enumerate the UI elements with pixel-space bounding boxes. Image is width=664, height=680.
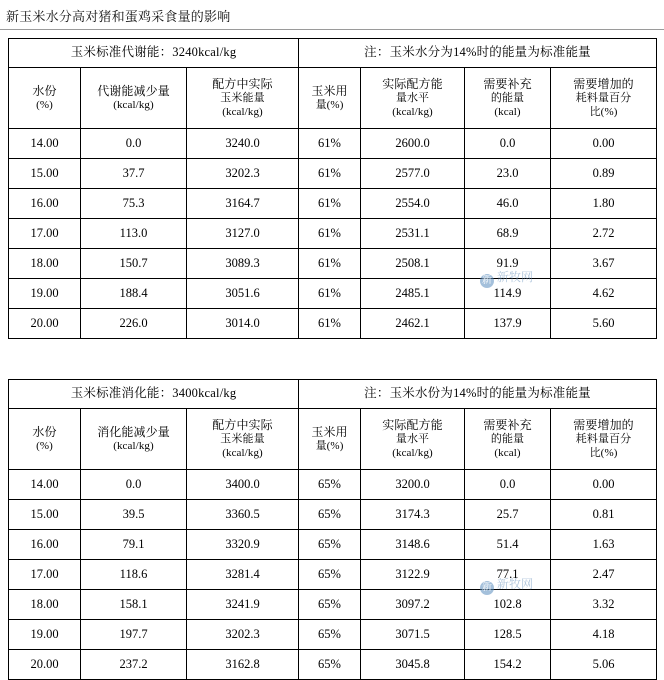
cell: 15.00 — [9, 159, 81, 189]
header-sub2: 比(%) — [589, 105, 618, 118]
cell: 23.0 — [465, 159, 551, 189]
cell: 3240.0 — [187, 129, 299, 159]
cell: 65% — [299, 500, 361, 530]
table-spacer — [0, 339, 664, 379]
header-sub2: (kcal/kg) — [222, 105, 263, 118]
header-sub: (%) — [36, 98, 53, 111]
cell: 188.4 — [81, 279, 187, 309]
header-sub: (kcal/kg) — [113, 98, 154, 111]
cell: 2531.1 — [361, 219, 465, 249]
cell: 137.9 — [465, 309, 551, 339]
cell: 3051.6 — [187, 279, 299, 309]
cell: 3127.0 — [187, 219, 299, 249]
header-sub: 耗料量百分 — [575, 432, 632, 445]
cell: 61% — [299, 159, 361, 189]
table-2-col-header — [187, 409, 299, 470]
cell: 0.81 — [551, 500, 657, 530]
header-main: 配方中实际 — [212, 76, 273, 91]
header-sub: 玉米能量 — [220, 91, 265, 104]
cell: 3164.7 — [187, 189, 299, 219]
table-2-header-row — [9, 409, 657, 470]
table-row — [9, 249, 657, 279]
cell: 0.0 — [465, 470, 551, 500]
cell: 2508.1 — [361, 249, 465, 279]
header-main: 水份 — [32, 424, 57, 439]
cell: 79.1 — [81, 530, 187, 560]
cell: 5.60 — [551, 309, 657, 339]
cell: 61% — [299, 219, 361, 249]
table-2-col-header — [299, 409, 361, 470]
cell: 39.5 — [81, 500, 187, 530]
cell: 2.72 — [551, 219, 657, 249]
cell: 68.9 — [465, 219, 551, 249]
cell: 5.06 — [551, 650, 657, 680]
table-1-wrapper — [0, 38, 664, 339]
cell: 16.00 — [9, 530, 81, 560]
cell: 3241.9 — [187, 590, 299, 620]
table-2-band-right: 注：玉米水份为14%时的能量为标准能量 — [299, 380, 657, 409]
cell: 102.8 — [465, 590, 551, 620]
cell: 237.2 — [81, 650, 187, 680]
cell: 3089.3 — [187, 249, 299, 279]
cell: 2.47 — [551, 560, 657, 590]
watermark-text: 新牧网 — [497, 270, 534, 284]
cell: 0.00 — [551, 470, 657, 500]
cell: 3400.0 — [187, 470, 299, 500]
cell: 197.7 — [81, 620, 187, 650]
table-1-col-header — [299, 68, 361, 129]
cell: 3360.5 — [187, 500, 299, 530]
cell: 61% — [299, 249, 361, 279]
cell: 65% — [299, 650, 361, 680]
header-main: 水份 — [32, 83, 57, 98]
header-main: 实际配方能 — [382, 417, 443, 432]
cell: 75.3 — [81, 189, 187, 219]
header-main: 代谢能减少量 — [97, 83, 170, 98]
cell: 158.1 — [81, 590, 187, 620]
cell: 20.00 — [9, 650, 81, 680]
cell: 14.00 — [9, 129, 81, 159]
header-main: 实际配方能 — [382, 76, 443, 91]
cell: 61% — [299, 129, 361, 159]
watermark-text: 新牧网 — [497, 577, 534, 591]
cell: 0.0 — [81, 470, 187, 500]
table-1-col-header — [187, 68, 299, 129]
cell: 20.00 — [9, 309, 81, 339]
header-main: 需要补充 — [483, 76, 532, 91]
header-main: 需要增加的 — [573, 76, 634, 91]
table-row — [9, 470, 657, 500]
cell: 128.5 — [465, 620, 551, 650]
cell: 3320.9 — [187, 530, 299, 560]
cell: 37.7 — [81, 159, 187, 189]
cell: 17.00 — [9, 219, 81, 249]
table-1-band-right: 注：玉米水分为14%时的能量为标准能量 — [299, 39, 657, 68]
cell: 19.00 — [9, 279, 81, 309]
header-main: 需要增加的 — [573, 417, 634, 432]
cell: 4.18 — [551, 620, 657, 650]
cell: 0.0 — [81, 129, 187, 159]
header-sub2: (kcal/kg) — [392, 446, 433, 459]
cell: 113.0 — [81, 219, 187, 249]
table-2-col-header — [361, 409, 465, 470]
cell: 154.2 — [465, 650, 551, 680]
header-main: 配方中实际 — [212, 417, 273, 432]
table-1-col-header — [551, 68, 657, 129]
table-row — [9, 189, 657, 219]
table-2-wrapper — [0, 379, 664, 680]
table-row — [9, 530, 657, 560]
cell: 77.1 — [465, 560, 551, 590]
table-row — [9, 650, 657, 680]
cell: 2554.0 — [361, 189, 465, 219]
cell: 3281.4 — [187, 560, 299, 590]
header-sub: 玉米能量 — [220, 432, 265, 445]
cell: 19.00 — [9, 620, 81, 650]
cell: 226.0 — [81, 309, 187, 339]
watermark-logo-icon: 新 — [482, 582, 492, 593]
header-sub: 耗料量百分 — [575, 91, 632, 104]
header-sub2: (kcal) — [494, 105, 521, 118]
cell: 51.4 — [465, 530, 551, 560]
header-sub2: (kcal) — [494, 446, 521, 459]
cell: 0.89 — [551, 159, 657, 189]
table-row — [9, 590, 657, 620]
cell: 15.00 — [9, 500, 81, 530]
table-1-header-row — [9, 68, 657, 129]
cell: 65% — [299, 470, 361, 500]
header-main: 玉米用 — [311, 83, 348, 98]
header-main: 消化能减少量 — [97, 424, 170, 439]
cell: 46.0 — [465, 189, 551, 219]
cell: 14.00 — [9, 470, 81, 500]
digestible-energy-table — [8, 379, 657, 680]
cell: 25.7 — [465, 500, 551, 530]
cell: 3014.0 — [187, 309, 299, 339]
cell: 3.67 — [551, 249, 657, 279]
cell: 61% — [299, 279, 361, 309]
cell: 18.00 — [9, 590, 81, 620]
cell: 65% — [299, 530, 361, 560]
cell: 65% — [299, 590, 361, 620]
cell: 3202.3 — [187, 159, 299, 189]
header-sub2: (kcal/kg) — [222, 446, 263, 459]
cell: 17.00 — [9, 560, 81, 590]
table-1-band-row — [9, 39, 657, 68]
cell: 61% — [299, 309, 361, 339]
cell: 114.9 — [465, 279, 551, 309]
table-row — [9, 279, 657, 309]
table-row — [9, 219, 657, 249]
table-1-col-header — [465, 68, 551, 129]
header-main: 需要补充 — [483, 417, 532, 432]
header-sub: 量(%) — [315, 98, 344, 111]
table-1-col-header — [9, 68, 81, 129]
table-row — [9, 309, 657, 339]
metabolizable-energy-table — [8, 38, 657, 339]
header-sub: 量水平 — [395, 91, 430, 104]
cell: 0.0 — [465, 129, 551, 159]
header-sub: (%) — [36, 439, 53, 452]
cell: 3162.8 — [187, 650, 299, 680]
cell: 3045.8 — [361, 650, 465, 680]
cell: 16.00 — [9, 189, 81, 219]
cell: 150.7 — [81, 249, 187, 279]
cell: 3174.3 — [361, 500, 465, 530]
cell: 2462.1 — [361, 309, 465, 339]
cell: 18.00 — [9, 249, 81, 279]
header-sub: 的能量 — [490, 91, 525, 104]
cell: 1.80 — [551, 189, 657, 219]
table-2-col-header — [551, 409, 657, 470]
header-sub: (kcal/kg) — [113, 439, 154, 452]
cell: 3202.3 — [187, 620, 299, 650]
cell: 2577.0 — [361, 159, 465, 189]
cell: 91.9 — [465, 249, 551, 279]
watermark-logo-icon: 新 — [482, 275, 492, 286]
table-2-col-header — [81, 409, 187, 470]
title-divider — [0, 29, 664, 30]
page-title: 新玉米水分高对猪和蛋鸡采食量的影响 — [6, 9, 231, 24]
header-main: 玉米用 — [311, 424, 348, 439]
cell: 3122.9 — [361, 560, 465, 590]
cell: 2600.0 — [361, 129, 465, 159]
table-2-band-row — [9, 380, 657, 409]
table-row — [9, 620, 657, 650]
table-2-band-left: 玉米标准消化能：3400kcal/kg — [9, 380, 299, 409]
cell: 4.62 — [551, 279, 657, 309]
header-sub: 量(%) — [315, 439, 344, 452]
cell: 3097.2 — [361, 590, 465, 620]
cell: 2485.1 — [361, 279, 465, 309]
header-sub: 量水平 — [395, 432, 430, 445]
table-1-band-left: 玉米标准代谢能：3240kcal/kg — [9, 39, 299, 68]
table-row — [9, 129, 657, 159]
table-1-col-header — [361, 68, 465, 129]
table-2-col-header — [465, 409, 551, 470]
table-row — [9, 500, 657, 530]
cell: 0.00 — [551, 129, 657, 159]
cell: 61% — [299, 189, 361, 219]
cell: 3.32 — [551, 590, 657, 620]
cell: 1.63 — [551, 530, 657, 560]
table-row — [9, 560, 657, 590]
table-row — [9, 159, 657, 189]
cell: 3200.0 — [361, 470, 465, 500]
cell: 118.6 — [81, 560, 187, 590]
cell: 65% — [299, 560, 361, 590]
header-sub: 的能量 — [490, 432, 525, 445]
cell: 3148.6 — [361, 530, 465, 560]
header-sub2: (kcal/kg) — [392, 105, 433, 118]
cell: 3071.5 — [361, 620, 465, 650]
header-sub2: 比(%) — [589, 446, 618, 459]
cell: 65% — [299, 620, 361, 650]
table-1-col-header — [81, 68, 187, 129]
table-2-col-header — [9, 409, 81, 470]
